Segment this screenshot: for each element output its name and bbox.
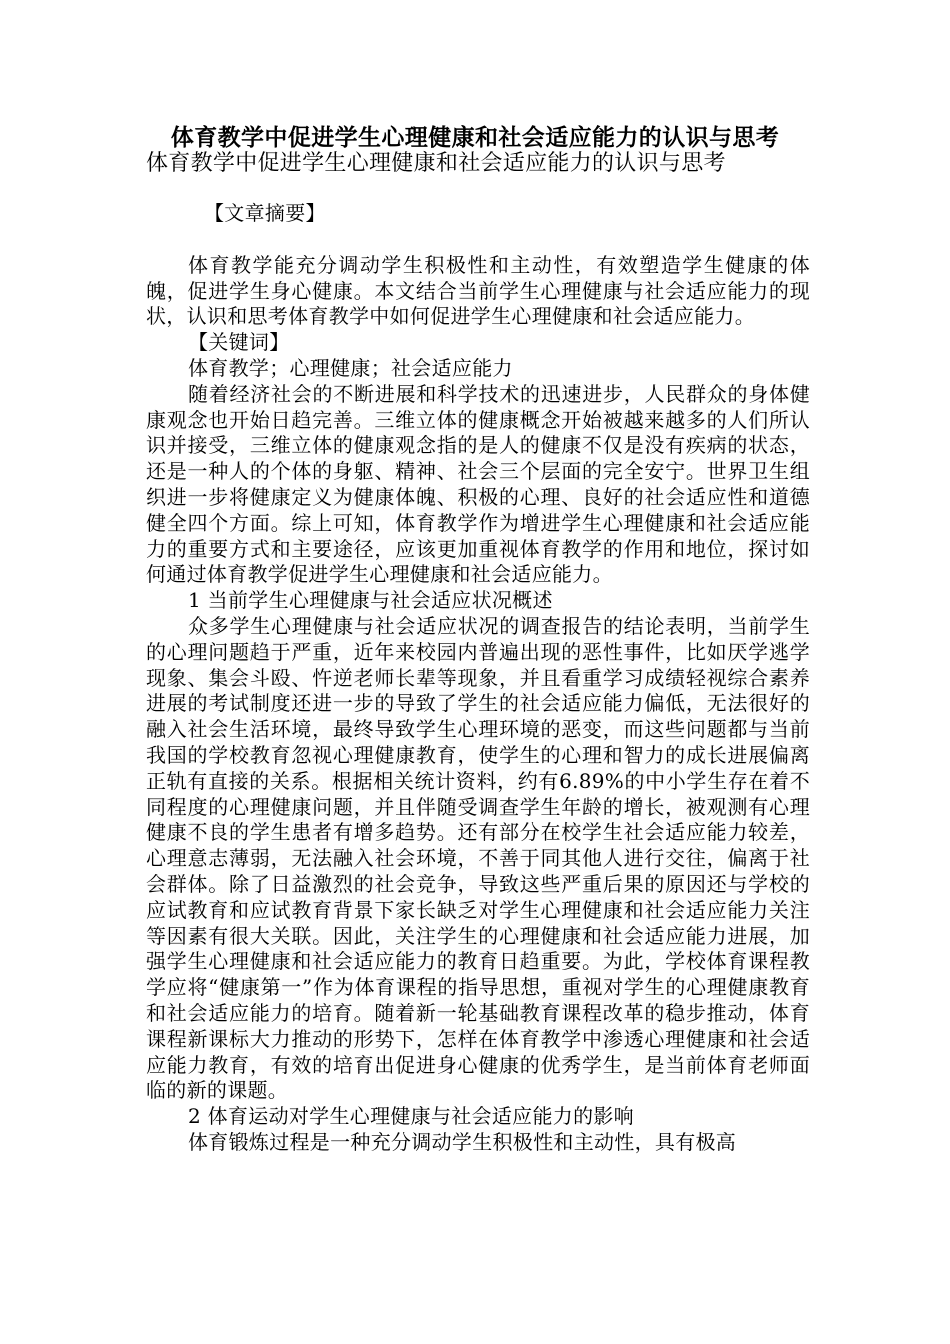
section-2-paragraph: 体育锻炼过程是一种充分调动学生积极性和主动性，具有极高 [188, 1129, 737, 1154]
document-title: 体育教学中促进学生心理健康和社会适应能力的认识与思考 [170, 125, 780, 151]
keywords-text: 体育教学；心理健康；社会适应能力 [188, 355, 513, 380]
document-body [146, 151, 810, 1156]
section-2-heading: 2 体育运动对学生心理健康与社会适应能力的影响 [188, 1104, 634, 1129]
section-1-paragraph: 众多学生心理健康与社会适应状况的调查报告的结论表明，当前学生的心理问题趋于严重，近年来校园内普遍出现的恶性事件，比如厌学逃学现象、集会斗殴、忤逆老师长辈等现象，并且看重学习成绩轻视综合素养进展的考试制度还进一步的导致了学生的社会适应能力偏低，无法很好的融入社会生活环境，最终导致学生心理环境的恶变，而这些问题都与当前我国的学校教育忽视心理健康教育，使学生的心理和智力的成长进展偏离正轨有直接的关系。根据相关统计资料，约有6.89%的中小学生存在着不同程度的心理健康问题，并且伴随受调查学生年龄的增长，被观测有心理健康不良的学生患者有增多趋势。还有部分在校学生社会适应能力较差，心理意志薄弱，无法融入社会环境，不善于同其他人进行交往，偏离于社会群体。除了日益激烈的社会竞争，导致这些严重后果的原因还与学校的应试教育和应试教育背景下家长缺乏对学生心理健康和社会适应能力关注等因素有很大关联。因此，关注学生的心理健康和社会适应能力进展，加强学生心理健康和社会适应能力的教育日趋重要。为此，学校体育课程教学应将“健康第一”作为体育课程的指导思想，重视对学生的心理健康教育和社会适应能力的培育。随着新一轮基础教育课程改革的稳步推动，体育课程新课标大力推动的形势下，怎样在体育教学中渗透心理健康和社会适应能力教育，有效的培育出促进身心健康的优秀学生，是当前体育老师面临的新的课题。 [146, 613, 810, 1103]
section-1-heading: 1 当前学生心理健康与社会适应状况概述 [188, 588, 553, 613]
document-subtitle: 体育教学中促进学生心理健康和社会适应能力的认识与思考 [146, 151, 726, 176]
intro-paragraph: 随着经济社会的不断进展和科学技术的迅速进步，人民群众的身体健康观念也开始日趋完善。三维立体的健康概念开始被越来越多的人们所认识并接受，三维立体的健康观念指的是人的健康不仅是没有疾病的状态，还是一种人的个体的身躯、精神、社会三个层面的完全安宁。世界卫生组织进一步将健康定义为健康体魄、积极的心理、良好的社会适应性和道德健全四个方面。综上可知，体育教学作为增进学生心理健康和社会适应能力的重要方式和主要途径，应该更加重视体育教学的作用和地位，探讨如何通过体育教学促进学生心理健康和社会适应能力。 [146, 381, 810, 587]
keywords-label: 【关键词】 [188, 330, 290, 355]
abstract-paragraph: 体育教学能充分调动学生积极性和主动性，有效塑造学生健康的体魄，促进学生身心健康。本文结合当前学生心理健康与社会适应能力的现状，认识和思考体育教学中如何促进学生心理健康和社会适应能力。 [146, 252, 810, 329]
abstract-label: 【文章摘要】 [204, 201, 326, 225]
